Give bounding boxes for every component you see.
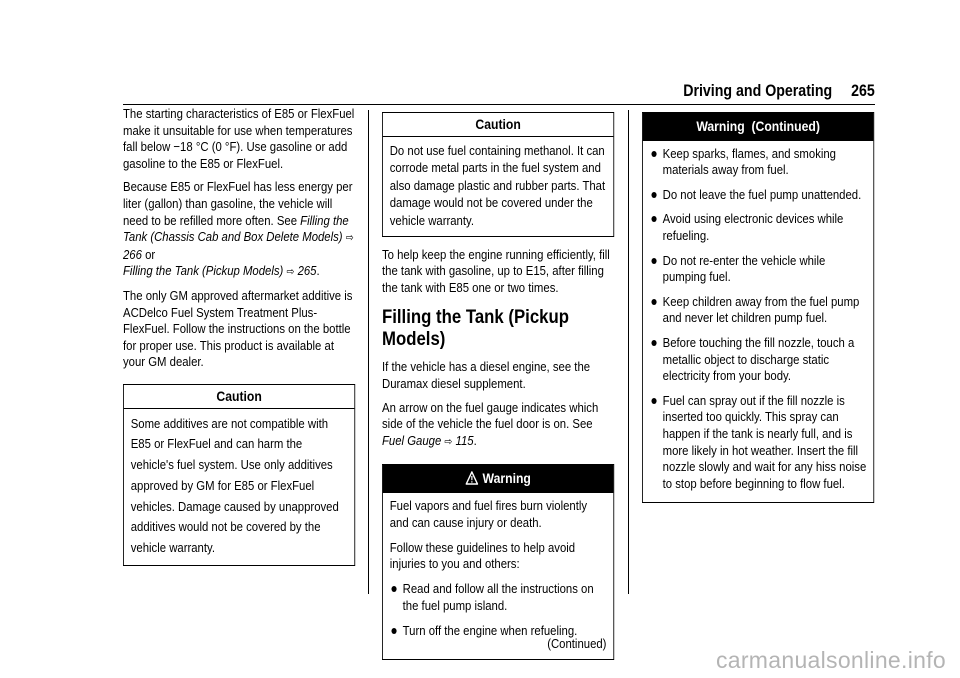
bullet-item: Avoid using electronic devices while refueling.: [650, 211, 867, 244]
bullet-icon: [391, 586, 396, 592]
caution-box: [123, 384, 355, 566]
column-divider-2: [628, 110, 629, 594]
bullet-icon: [651, 299, 656, 305]
page-ref-arrow-icon: ⇨: [444, 435, 453, 448]
caution-box: [382, 112, 614, 237]
bullet-item: Do not leave the fuel pump unattended.: [650, 187, 867, 204]
continued-label: (Continued): [547, 636, 607, 652]
warning-icon: [465, 471, 478, 485]
header-rule: [123, 104, 875, 105]
bullet-item: Turn off the engine when refueling.: [390, 623, 607, 640]
warning-text: Follow these guidelines to help avoid injuries to you and others:: [389, 539, 576, 572]
running-header: [683, 82, 875, 101]
bullet-item: Fuel can spray out if the fill nozzle is inserted too quickly. This spray can happen if the tank is nearly full, and is more likely in hot weather. Insert the fill nozzle slowly and wait for any hiss noise to stop before beginning to flow fuel.: [650, 393, 867, 493]
bullet-item: Do not re-enter the vehicle while pumping fuel.: [650, 253, 867, 286]
warning-bullet-list: [650, 146, 867, 493]
page-ref[interactable]: 266: [123, 246, 142, 262]
page-header: [0, 0, 960, 106]
page-number: 265: [851, 82, 875, 100]
watermark: carmanualsonline.info: [715, 647, 946, 673]
caution-title: Caution: [475, 117, 521, 133]
page-ref-arrow-icon: ⇨: [286, 266, 295, 279]
bullet-icon: [651, 192, 656, 198]
cross-ref-link[interactable]: Fuel Gauge: [382, 432, 442, 448]
caution-title: Caution: [216, 388, 262, 405]
caution-text: Some additives are not compatible with E85 or FlexFuel and can harm the vehicle's fuel system. Use only additives approved by GM for E85 or FlexFuel vehicles. Damage caused by unapproved additives would not be covered by the vehicle warranty.: [130, 415, 339, 556]
bullet-item: Before touching the fill nozzle, touch a metallic object to discharge static electricity from your body.: [650, 335, 867, 385]
page-ref-arrow-icon: ⇨: [345, 232, 354, 245]
paragraph-refill: Because E85 or FlexFuel has less energy per liter (gallon) than gasoline, the vehicle will need to be refilled more often. See Filling the Tank (Chassis Cab and Box Delete Models) ⇨ 266 or Filling the Tank (Pickup Models) ⇨ 265.: [123, 179, 354, 279]
caution-text: Do not use fuel containing methanol. It can corrode metal parts in the fuel system and also damage plastic and rubber parts. That damage would not be covered under the vehicle warranty.: [389, 142, 606, 228]
bullet-icon: [651, 258, 656, 264]
bullet-icon: [651, 216, 656, 222]
warning-title-bar: [643, 113, 873, 141]
bullet-icon: [651, 398, 656, 404]
paragraph: If the vehicle has a diesel engine, see the Duramax diesel supplement.: [382, 359, 591, 391]
column-2: [382, 106, 614, 660]
cross-ref-link[interactable]: Filling the Tank (Chassis Cab and Box Delete Models): [123, 212, 349, 245]
column-divider-1: [368, 110, 369, 594]
cross-ref-link[interactable]: Filling the Tank (Pickup Models): [123, 263, 284, 279]
warning-bullet-list: [390, 581, 607, 639]
bullet-item: Keep sparks, flames, and smoking materials away from fuel.: [650, 146, 867, 179]
page-ref[interactable]: 265: [297, 263, 317, 279]
warning-title: Warning: [482, 471, 531, 488]
column-1: [123, 106, 355, 566]
bullet-icon: [651, 340, 656, 346]
warning-title-bar: [383, 465, 613, 493]
warning-box-continued: [642, 112, 874, 503]
paragraph: To help keep the engine running efficiently, fill the tank with gasoline, up to E15, after filling the tank with E85 one or two times.: [382, 246, 610, 295]
bullet-item: Keep children away from the fuel pump and never let children pump fuel.: [650, 294, 867, 327]
bullet-icon: [651, 151, 656, 157]
warning-title: Warning (Continued): [696, 119, 820, 135]
warning-box: [382, 464, 614, 660]
paragraph: The only GM approved aftermarket additive is ACDelco Fuel System Treatment Plus-FlexFuel. Follow the instructions on the bottle for proper use. This product is available at your GM dealer.: [123, 287, 353, 370]
bullet-item: Read and follow all the instructions on the fuel pump island.: [390, 581, 607, 615]
bullet-icon: [391, 628, 396, 634]
section-title: Driving and Operating: [683, 82, 833, 100]
column-3: [642, 106, 874, 503]
page-ref[interactable]: 115: [455, 432, 474, 448]
paragraph-fuel-gauge: An arrow on the fuel gauge indicates which side of the vehicle the fuel door is on. See Fuel Gauge ⇨ 115.: [382, 399, 599, 448]
paragraph: The starting characteristics of E85 or FlexFuel make it unsuitable for use when temperatures fall below −18 °C (0 °F). Use gasoline or add gasoline to the E85 or FlexFuel.: [123, 106, 355, 171]
section-heading: Filling the Tank (Pickup Models): [382, 306, 569, 351]
warning-text: Fuel vapors and fuel fires burn violently and can cause injury or death.: [389, 497, 588, 530]
